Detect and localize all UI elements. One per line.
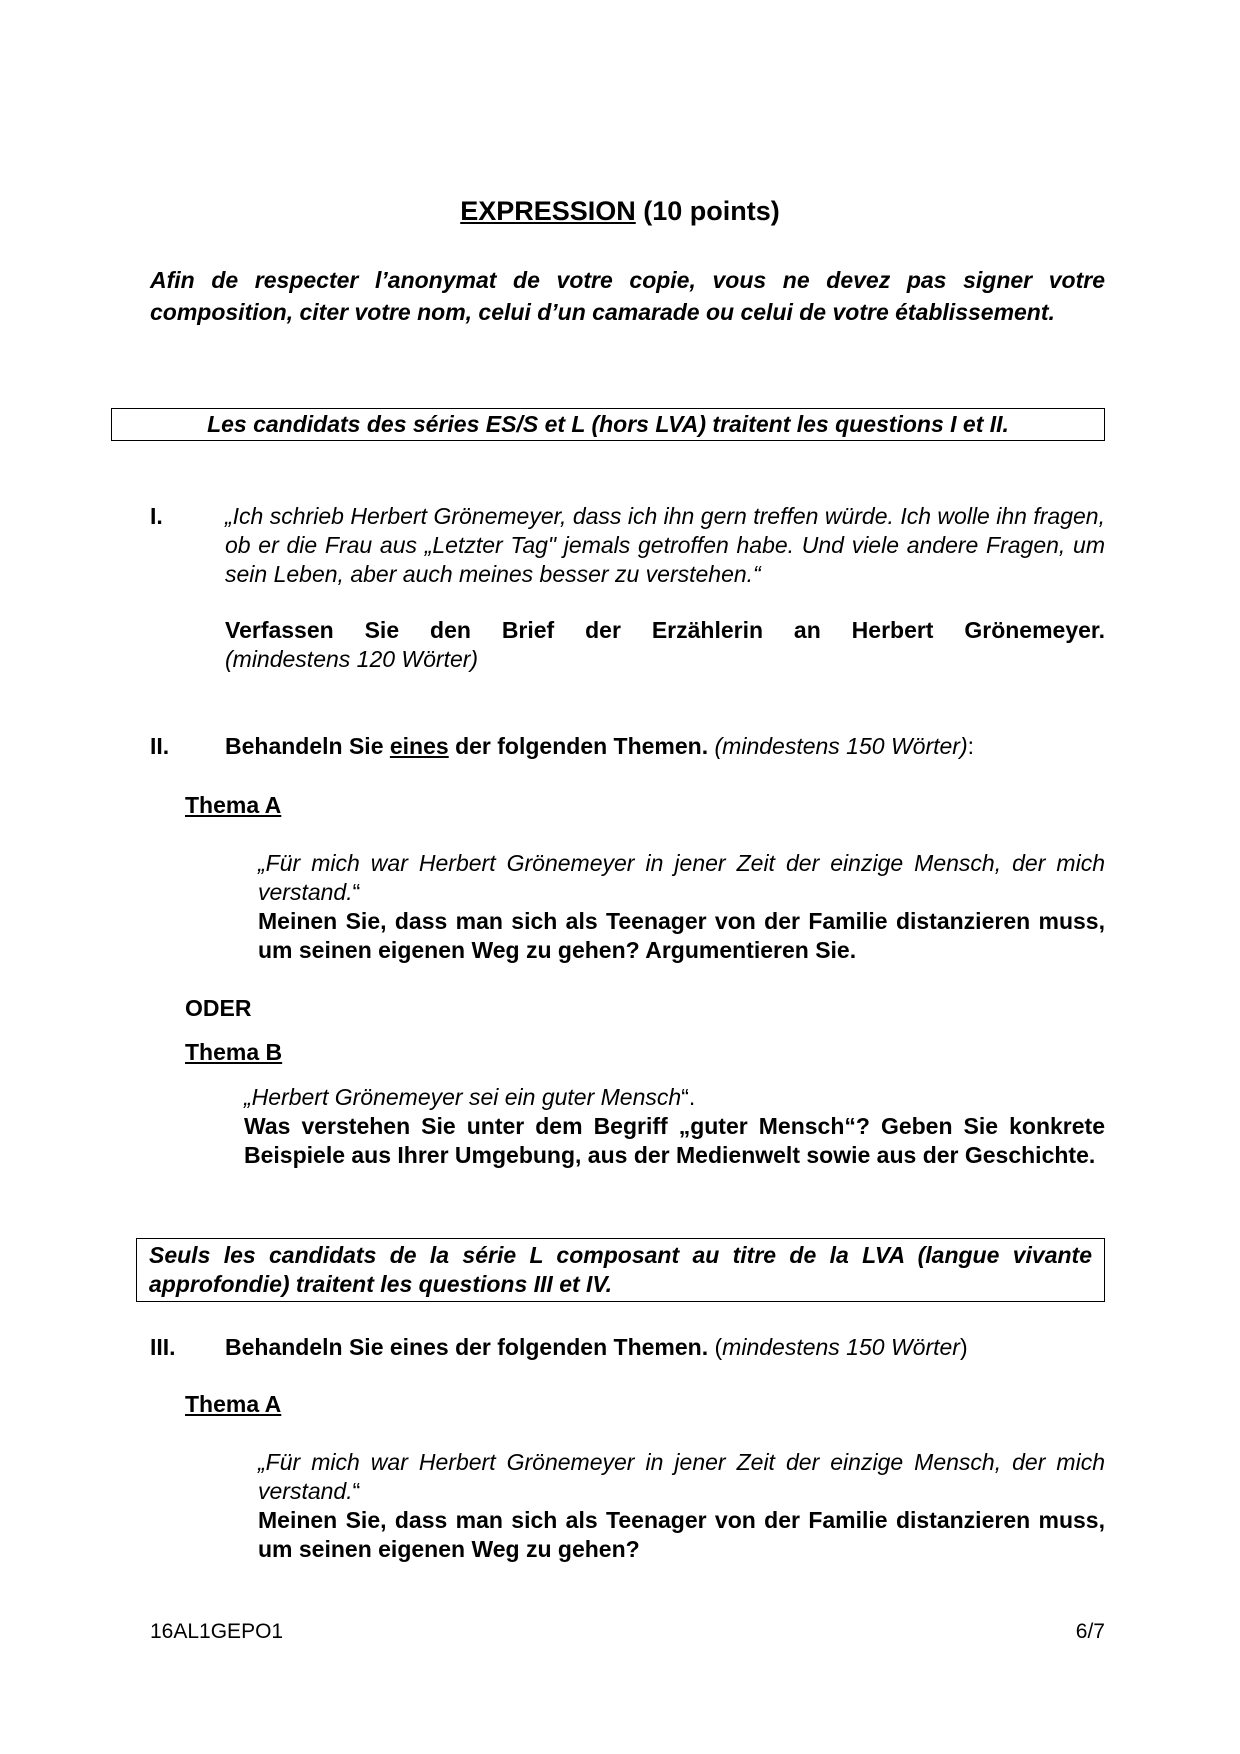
title-points: (10 points): [635, 196, 780, 226]
question-1-quote: „Ich schrieb Herbert Grönemeyer, dass ich ihn gern treffen würde. Ich wolle ihn fragen, ob er die Frau aus „Letzter Tag" jemals getroffen habe. Und viele andere Fragen, um sein Leben, aber auch meines besser zu verstehen.“: [225, 503, 1105, 587]
question-3-thema-a-quote-end: “: [352, 1478, 361, 1504]
question-3-task: [225, 1333, 1105, 1362]
question-2-colon: :: [967, 733, 974, 759]
title-main: EXPRESSION: [460, 196, 636, 226]
question-3-word-count: mindestens 150 Wörter: [722, 1334, 960, 1360]
question-3-paren-close: ): [959, 1334, 968, 1360]
question-2-word-count: (mindestens 150 Wörter): [708, 733, 968, 759]
question-2-task-end: der folgenden Themen.: [448, 733, 709, 759]
anonymity-notice: Afin de respecter l’anonymat de votre copie, vous ne devez pas signer votre composition, citer votre nom, celui d’un camarade ou celui de votre établissement.: [150, 267, 1105, 325]
question-2-thema-b-quote-end: “.: [681, 1084, 696, 1110]
question-1-number: I.: [150, 503, 163, 529]
question-2-task-underlined: eines: [389, 733, 449, 759]
question-3-thema-a-task: Meinen Sie, dass man sich als Teenager von der Familie distanzieren muss, um seinen eigenen Weg zu gehen?: [258, 1507, 1105, 1562]
question-2-thema-a-heading: Thema A: [185, 792, 282, 818]
question-2-thema-b-quote-text: „Herbert Grönemeyer sei ein guter Mensch: [244, 1084, 682, 1110]
question-2-number: II.: [150, 733, 170, 759]
question-2-thema-b-heading: Thema B: [185, 1039, 283, 1065]
instructions-box-es-s-l: Les candidats des séries ES/S et L (hors LVA) traitent les questions I et II.: [111, 408, 1105, 441]
footer-page-number: 6/7: [1075, 1620, 1105, 1643]
question-2-thema-a-quote: [258, 849, 1105, 907]
question-3-number: III.: [150, 1334, 176, 1360]
instructions-box-lva: Seuls les candidats de la série L composant au titre de la LVA (langue vivante approfondie) traitent les questions III et IV.: [136, 1238, 1105, 1302]
question-3-paren-open: (: [708, 1334, 723, 1360]
question-2-task-start: Behandeln Sie: [225, 733, 390, 759]
question-1-task: Verfassen Sie den Brief der Erzählerin an Herbert Grönemeyer.: [225, 617, 1105, 643]
oder-label: ODER: [185, 995, 252, 1021]
question-2-task: [225, 732, 1105, 761]
question-3-thema-a-quote: [258, 1448, 1105, 1506]
question-2-thema-a-task: Meinen Sie, dass man sich als Teenager von der Familie distanzieren muss, um seinen eigenen Weg zu gehen? Argumentieren Sie.: [258, 908, 1105, 963]
question-2-thema-b-task: Was verstehen Sie unter dem Begriff „guter Mensch“? Geben Sie konkrete Beispiele aus Ihrer Umgebung, aus der Medienwelt sowie aus der Geschichte.: [244, 1113, 1105, 1168]
question-3-thema-a-quote-text: „Für mich war Herbert Grönemeyer in jener Zeit der einzige Mensch, der mich verstand.: [258, 1449, 1105, 1504]
question-2-thema-a-quote-end: “: [352, 879, 361, 905]
question-3-task-text: Behandeln Sie eines der folgenden Themen.: [225, 1334, 709, 1360]
question-1-word-count: (mindestens 120 Wörter): [225, 646, 479, 672]
question-2-thema-b-quote: [244, 1083, 1105, 1112]
page-title: [0, 196, 1240, 227]
question-2-thema-a-quote-text: „Für mich war Herbert Grönemeyer in jener Zeit der einzige Mensch, der mich verstand.: [258, 850, 1105, 905]
question-3-thema-a-heading: Thema A: [185, 1391, 282, 1417]
footer-code: 16AL1GEPO1: [150, 1620, 284, 1643]
